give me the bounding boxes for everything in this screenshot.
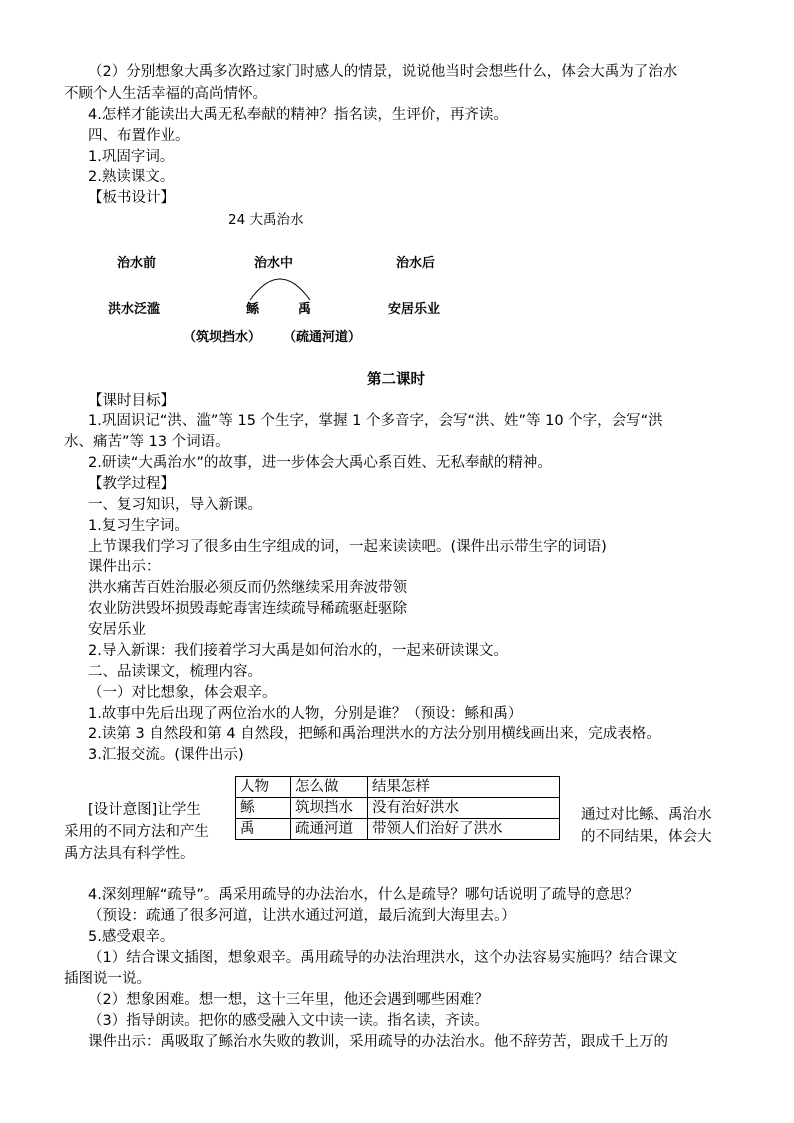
text-line: 【课时目标】	[88, 393, 175, 409]
board-after: 治水后	[396, 256, 436, 271]
board-before: 治水前	[117, 256, 157, 271]
table-cell: 禹	[236, 819, 291, 840]
text-line: 洪水痛苦百姓治服必须反而仍然继续采用奔波带领	[88, 580, 407, 596]
text-line: （2）分别想象大禹多次路过家门时感人的情景，说说他当时会想些什么，体会大禹为了治水	[88, 64, 678, 80]
table-header-cell: 结果怎样	[368, 777, 560, 798]
text-line: （1）结合课文插图，想象艰辛。禹用疏导的办法治理洪水，这个办法容易实施吗？结合课文	[88, 950, 678, 966]
board-yu: 禹	[298, 302, 312, 317]
text-line: （一）对比想象，体会艰辛。	[88, 685, 277, 701]
text-line: 1.故事中先后出现了两位治水的人物，分别是谁？（预设：鲧和禹）	[88, 706, 523, 722]
text-line: 3.汇报交流。(课件出示)	[88, 747, 244, 763]
text-line: 【教学过程】	[88, 476, 175, 492]
text-line: 5.感受艰辛。	[88, 929, 175, 945]
text-line: 2.熟读课文。	[88, 169, 175, 185]
text-line: 4.怎样才能读出大禹无私奉献的精神？指名读，生评价，再齐读。	[88, 107, 508, 123]
board-yu-method: （疏通河道）	[283, 330, 362, 345]
text-line: 2.导入新课：我们接着学习大禹是如何治水的，一起来研读课文。	[88, 643, 508, 659]
text-line: 一、复习知识，导入新课。	[88, 497, 262, 513]
table-cell: 带领人们治好了洪水	[368, 819, 560, 840]
text-line: 插图说一说。	[64, 971, 151, 987]
text-line: （2）想象困难。想一想，这十三年里，他还会遇到哪些困难？	[88, 992, 489, 1008]
board-arc	[240, 268, 320, 302]
text-line: 四、布置作业。	[88, 128, 190, 144]
text-line: 1.巩固识记“洪、滥”等 15 个生字，掌握 1 个多音字，会写“洪、姓”等 10 个字，会写“洪	[88, 413, 663, 429]
table-cell: 筑坝挡水	[291, 798, 368, 819]
board-gun-method: （筑坝挡水）	[183, 330, 262, 345]
board-peace: 安居乐业	[388, 302, 441, 317]
text-line: 上节课我们学习了很多由生字组成的词，一起来读读吧。(课件出示带生字的词语)	[88, 539, 607, 555]
text-line: 水、痛苦”等 13 个词语。	[64, 434, 230, 450]
table-header-row	[236, 777, 560, 798]
board-during: 治水中	[254, 256, 294, 271]
text-line: 1.复习生字词。	[88, 518, 189, 534]
board-gun: 鲧	[246, 302, 260, 317]
table-cell: 疏通河道	[291, 819, 368, 840]
intent-left: [设计意图]让学生	[88, 802, 201, 818]
text-line: （3）指导朗读。把你的感受融入文中读一读。指名读，齐读。	[88, 1013, 489, 1029]
table-header-cell: 怎么做	[291, 777, 368, 798]
text-line: 2.读第 3 自然段和第 4 自然段，把鲧和禹治理洪水的方法分别用横线画出来，完成表格。	[88, 726, 661, 742]
text-line: 1.巩固字词。	[88, 149, 175, 165]
intent-right: 的不同结果，体会大	[581, 829, 712, 845]
section-heading: 【板书设计】	[88, 190, 175, 206]
lesson-heading: 第二课时	[367, 372, 425, 388]
board-title: 24 大禹治水	[228, 212, 304, 228]
text-line: 2.研读“大禹治水”的故事，进一步体会大禹心系百姓、无私奉献的精神。	[88, 455, 552, 471]
table-header-cell: 人物	[236, 777, 291, 798]
text-line: 不顾个人生活幸福的高尚情怀。	[64, 86, 267, 102]
table-cell: 没有治好洪水	[368, 798, 560, 819]
intent-left: 禹方法具有科学性。	[64, 846, 195, 862]
text-line: 4.深刻理解“疏导”。禹采用疏导的办法治水，什么是疏导？哪句话说明了疏导的意思？	[88, 887, 639, 903]
table-cell: 鲧	[236, 798, 291, 819]
text-line: 二、品读课文，梳理内容。	[88, 664, 262, 680]
table-row	[236, 798, 560, 819]
text-line: 农业防洪毁坏损毁毒蛇毒害连续疏导稀疏驱赶驱除	[88, 601, 407, 617]
text-line: 安居乐业	[88, 622, 146, 638]
text-line: 课件出示：禹吸取了鲧治水失败的教训，采用疏导的办法治水。他不辞劳苦，跟成千上万的	[88, 1034, 668, 1050]
intent-left: 采用的不同方法和产生	[64, 824, 209, 840]
table-row	[236, 819, 560, 840]
text-line: （预设：疏通了很多河道，让洪水通过河道，最后流到大海里去。）	[88, 908, 516, 924]
intent-right: 通过对比鲧、禹治水	[581, 807, 712, 823]
board-flood: 洪水泛滥	[108, 302, 161, 317]
comparison-table	[235, 776, 560, 840]
text-line: 课件出示：	[88, 559, 161, 575]
